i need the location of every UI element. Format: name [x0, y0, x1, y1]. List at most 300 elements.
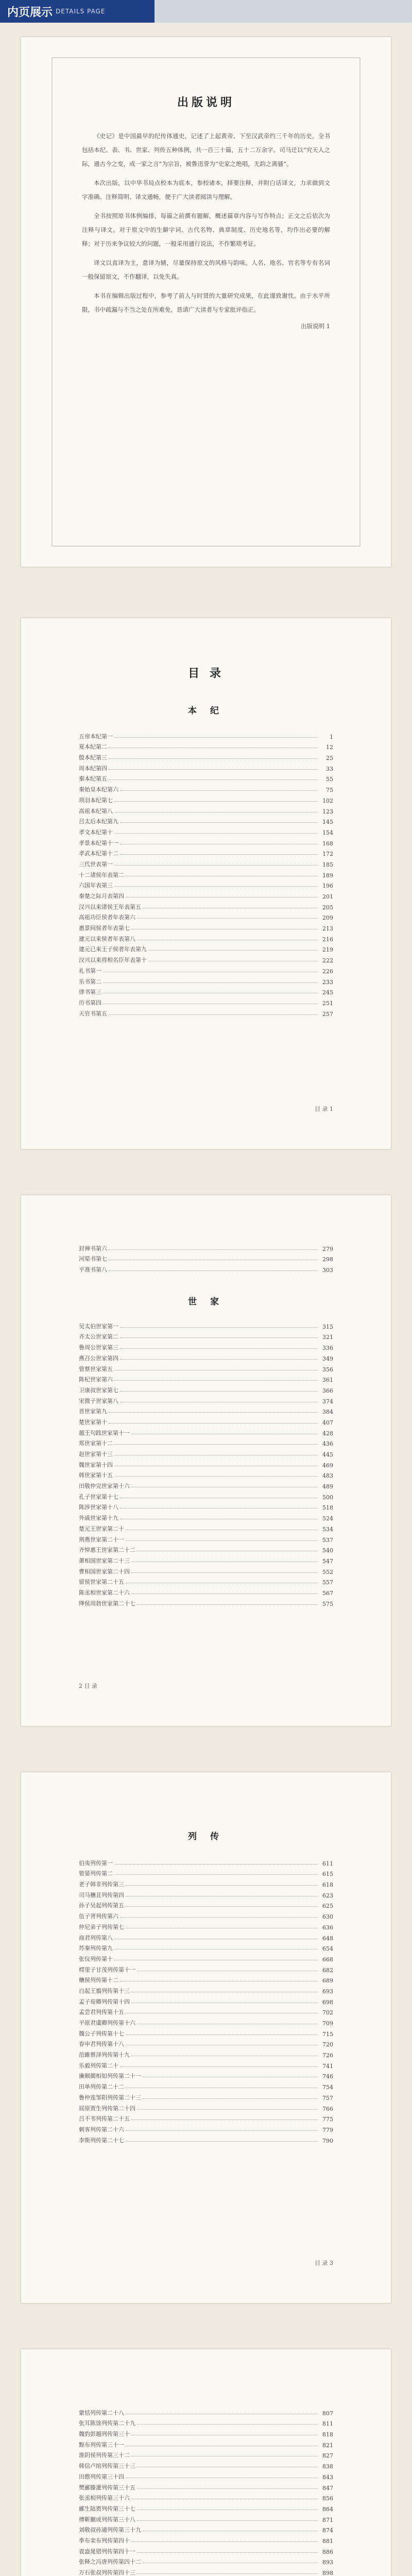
- toc-entry-page: 715: [322, 2030, 333, 2038]
- toc-entry-title: 礼书第一: [79, 967, 101, 974]
- toc-entry-title: 田单列传第二十二: [79, 2083, 124, 2091]
- toc-leader-dots: [137, 2424, 318, 2425]
- toc-entry-page: 775: [322, 2116, 333, 2123]
- toc-entry-page: 436: [322, 1440, 333, 1448]
- toc-entry[interactable]: [79, 868, 333, 879]
- toc-entry-title: 陈丞相世家第二十六: [79, 1589, 130, 1596]
- toc-entry-page: 636: [322, 1924, 333, 1931]
- toc-entry[interactable]: [79, 1544, 333, 1554]
- toc-entry-title: 白起王翦列传第十三: [79, 1987, 130, 1994]
- toc-entry-page: 623: [322, 1892, 333, 1899]
- toc-entry[interactable]: [79, 879, 333, 890]
- toc-entry-page: 123: [322, 808, 333, 815]
- toc-entry[interactable]: [79, 836, 333, 847]
- toc-leader-dots: [120, 1337, 318, 1338]
- toc-list: [79, 1856, 333, 2144]
- toc-entry-title: 项羽本纪第七: [79, 796, 113, 804]
- toc-leader-dots: [120, 1359, 318, 1360]
- toc-leader-dots: [120, 854, 318, 855]
- toc-entry-title: 郑世家第十二: [79, 1440, 113, 1447]
- toc-section-title: 世 家: [188, 1297, 224, 1308]
- toc-entry-title: 赵世家第十三: [79, 1451, 113, 1458]
- toc-leader-dots: [120, 1391, 318, 1392]
- toc-entry-title: 天官书第五: [79, 1010, 107, 1017]
- toc-entry[interactable]: [79, 2545, 333, 2555]
- toc-leader-dots: [114, 886, 318, 887]
- toc-entry[interactable]: [79, 2459, 333, 2470]
- toc-entry[interactable]: [79, 1437, 333, 1448]
- toc-entry[interactable]: [79, 2555, 333, 2566]
- header-title: 内页展示: [7, 6, 53, 19]
- toc-leader-dots: [126, 2141, 318, 2142]
- toc-entry[interactable]: [79, 996, 333, 1007]
- toc-entry-title: 管晏列传第二: [79, 1870, 113, 1877]
- toc-entry-title: 高祖功臣侯者年表第六: [79, 914, 135, 921]
- toc-leader-dots: [120, 790, 318, 791]
- toc-entry-page: 702: [322, 2009, 333, 2016]
- toc-entry-title: 乐书第二: [79, 978, 101, 985]
- toc-entry-title: 秦本纪第五: [79, 775, 107, 783]
- toc-leader-dots: [109, 758, 318, 759]
- toc-entry[interactable]: [79, 1252, 333, 1263]
- toc-entry[interactable]: [79, 783, 333, 793]
- toc-entry-title: 留侯世家第二十五: [79, 1579, 124, 1586]
- header-subtitle: DETAILS PAGE: [56, 8, 106, 15]
- toc-entry[interactable]: [79, 1963, 333, 1974]
- toc-leader-dots: [137, 1604, 318, 1605]
- toc-entry[interactable]: [79, 921, 333, 932]
- toc-entry-page: 625: [322, 1903, 333, 1910]
- toc-entry[interactable]: [79, 2038, 333, 2048]
- toc-section-title: 本 纪: [188, 706, 224, 716]
- toc-leader-dots: [137, 918, 318, 919]
- toc-entry[interactable]: [79, 2133, 333, 2144]
- toc-entry-page: 445: [322, 1451, 333, 1458]
- toc-entry-page: 75: [326, 787, 333, 794]
- toc-entry[interactable]: [79, 1447, 333, 1458]
- toc-entry[interactable]: [79, 1856, 333, 1867]
- toc-entry[interactable]: [79, 900, 333, 911]
- toc-entry-title: 孝武本纪第十二: [79, 850, 118, 857]
- toc-entry-page: 741: [322, 2062, 333, 2070]
- toc-leader-dots: [126, 1885, 318, 1886]
- toc-entry-title: 孟子荀卿列传第十四: [79, 1998, 130, 2005]
- toc-entry[interactable]: [79, 2006, 333, 2016]
- toc-entry[interactable]: [79, 1469, 333, 1480]
- toc-entry[interactable]: [79, 2102, 333, 2112]
- toc-entry-title: 荆燕世家第二十一: [79, 1536, 124, 1543]
- toc-leader-dots: [126, 1906, 318, 1907]
- toc-entry-page: 1: [330, 733, 333, 740]
- toc-entry-page: 537: [322, 1536, 333, 1544]
- toc-entry[interactable]: [79, 1554, 333, 1565]
- toc-entry[interactable]: [79, 2438, 333, 2449]
- toc-entry[interactable]: [79, 761, 333, 772]
- toc-entry-title: 高祖本纪第八: [79, 807, 113, 815]
- toc-entry[interactable]: [79, 1263, 333, 1274]
- toc-entry[interactable]: [79, 975, 333, 986]
- toc-entry[interactable]: [79, 857, 333, 868]
- toc-entry-title: 伯夷列传第一: [79, 1859, 113, 1867]
- toc-entry[interactable]: [79, 1383, 333, 1394]
- toc-entry-title: 建元以来侯者年表第八: [79, 935, 135, 942]
- toc-entry-title: 韩信卢绾列传第三十三: [79, 2463, 135, 2470]
- toc-section-title: 列 传: [188, 1832, 224, 1842]
- toc-entry[interactable]: [79, 847, 333, 858]
- toc-entry-page: 668: [322, 1956, 333, 1963]
- toc-entry[interactable]: [79, 1877, 333, 1888]
- toc-entry-title: 孝文本纪第十: [79, 828, 113, 836]
- toc-entry[interactable]: [79, 1888, 333, 1899]
- toc-entry[interactable]: [79, 1597, 333, 1607]
- toc-leader-dots: [120, 822, 318, 823]
- toc-entry[interactable]: [79, 2470, 333, 2481]
- toc-title: 目 录: [188, 667, 224, 680]
- toc-leader-dots: [137, 2552, 318, 2553]
- preface-signature: 出版说明 1: [301, 323, 330, 330]
- toc-entry-page: 279: [322, 1245, 333, 1252]
- toc-entry[interactable]: [79, 2492, 333, 2502]
- toc-entry[interactable]: [79, 1533, 333, 1544]
- toc-entry[interactable]: [79, 2123, 333, 2133]
- toc-entry-page: 185: [322, 861, 333, 868]
- toc-entry-page: 145: [322, 819, 333, 826]
- toc-leader-dots: [143, 2098, 318, 2099]
- toc-entry-page: 746: [322, 2073, 333, 2080]
- preface-content: [82, 94, 330, 330]
- toc-entry[interactable]: [79, 932, 333, 943]
- header-bar: [0, 0, 412, 23]
- toc-entry-title: 季布栾布列传第四十: [79, 2537, 130, 2544]
- toc-entry[interactable]: [79, 1984, 333, 1995]
- toc-entry-page: 524: [322, 1515, 333, 1522]
- toc-entry[interactable]: [79, 825, 333, 836]
- toc-entry[interactable]: [79, 1405, 333, 1416]
- toc-entry-title: 齐太公世家第二: [79, 1333, 118, 1341]
- toc-entry[interactable]: [79, 986, 333, 996]
- toc-entry-title: 管蔡世家第五: [79, 1365, 113, 1372]
- toc-entry-page: 222: [322, 957, 333, 964]
- toc-entry-title: 伍子胥列传第六: [79, 1913, 118, 1920]
- toc-entry-title: 张仪列传第十: [79, 1955, 113, 1962]
- toc-entry-page: 33: [326, 765, 333, 772]
- toc-entry[interactable]: [79, 1899, 333, 1910]
- toc-entry[interactable]: [79, 1242, 333, 1252]
- toc-entry-page: 567: [322, 1589, 333, 1597]
- toc-entry[interactable]: [79, 1575, 333, 1586]
- toc-entry-page: 172: [322, 851, 333, 858]
- toc-entry-page: 483: [322, 1472, 333, 1480]
- toc-entry[interactable]: [79, 1458, 333, 1469]
- toc-entry-page: 233: [322, 978, 333, 986]
- toc-entry-page: 407: [322, 1419, 333, 1426]
- toc-entry-title: 万石张叔列传第四十三: [79, 2569, 135, 2576]
- toc-entry[interactable]: [79, 751, 333, 761]
- toc-entry[interactable]: [79, 2481, 333, 2492]
- toc-entry[interactable]: [79, 1909, 333, 1920]
- page-preface: [21, 37, 391, 567]
- toc-entry-title: 律书第三: [79, 989, 101, 996]
- toc-entry-page: 547: [322, 1557, 333, 1565]
- toc-leader-dots: [109, 1412, 318, 1413]
- toc-entry-page: 615: [322, 1871, 333, 1878]
- toc-entry[interactable]: [79, 1501, 333, 1512]
- toc-entry-page: 720: [322, 2041, 333, 2048]
- toc-entry[interactable]: [79, 793, 333, 804]
- toc-leader-dots: [114, 1380, 318, 1381]
- toc-entry[interactable]: [79, 889, 333, 900]
- toc-entry-title: 陈涉世家第十八: [79, 1504, 118, 1511]
- toc-entry-title: 夏本纪第二: [79, 743, 107, 751]
- toc-entry-title: 春申君列传第十八: [79, 2041, 124, 2048]
- toc-leader-dots: [109, 1014, 318, 1015]
- toc-entry[interactable]: [79, 1373, 333, 1384]
- toc-entry[interactable]: [79, 1942, 333, 1953]
- toc-list: [79, 2406, 333, 2576]
- toc-entry-title: 楚世家第十: [79, 1418, 107, 1426]
- toc-entry-title: 孙子吴起列传第五: [79, 1902, 124, 1909]
- toc-entry[interactable]: [79, 1341, 333, 1351]
- toc-entry-title: 秦始皇本纪第六: [79, 786, 118, 793]
- toc-entry-page: 886: [322, 2548, 333, 2555]
- toc-entry-title: 樊郦滕灌列传第三十五: [79, 2484, 135, 2491]
- toc-entry-title: 袁盎晁错列传第四十一: [79, 2548, 135, 2555]
- toc-entry-page: 298: [322, 1256, 333, 1263]
- toc-entry-title: 周本纪第四: [79, 765, 107, 772]
- toc-entry-title: 晋世家第九: [79, 1408, 107, 1415]
- toc-entry-page: 257: [322, 1010, 333, 1018]
- toc-entry-title: 殷本纪第三: [79, 754, 107, 761]
- toc-entry[interactable]: [79, 1330, 333, 1341]
- toc-entry-page: 709: [322, 2020, 333, 2027]
- toc-entry-page: 356: [322, 1366, 333, 1373]
- toc-entry-page: 874: [322, 2527, 333, 2534]
- toc-entry-title: 萧相国世家第二十三: [79, 1557, 130, 1564]
- toc-entry[interactable]: [79, 2080, 333, 2091]
- toc-entry-page: 898: [322, 2570, 333, 2576]
- toc-leader-dots: [120, 1917, 318, 1918]
- toc-entry[interactable]: [79, 2091, 333, 2102]
- toc-entry[interactable]: [79, 1490, 333, 1501]
- toc-entry-page: 154: [322, 829, 333, 836]
- toc-entry-title: 平准书第八: [79, 1266, 107, 1274]
- toc-entry[interactable]: [79, 2070, 333, 2080]
- toc-entry-page: 818: [322, 2431, 333, 2438]
- toc-entry[interactable]: [79, 1522, 333, 1533]
- toc-list: [79, 1319, 333, 1607]
- toc-leader-dots: [114, 1864, 318, 1865]
- toc-entry[interactable]: [79, 964, 333, 975]
- toc-entry[interactable]: [79, 2534, 333, 2545]
- toc-entry[interactable]: [79, 1394, 333, 1405]
- toc-leader-dots: [109, 779, 318, 780]
- toc-entry[interactable]: [79, 1867, 333, 1878]
- toc-entry[interactable]: [79, 953, 333, 964]
- toc-leader-dots: [131, 2541, 318, 2542]
- toc-entry-title: 刺客列传第二十六: [79, 2126, 124, 2133]
- toc-entry-page: 366: [322, 1387, 333, 1394]
- toc-leader-dots: [148, 950, 318, 951]
- toc-entry-title: 商君列传第八: [79, 1934, 113, 1941]
- toc-entry[interactable]: [79, 1426, 333, 1437]
- toc-entry-page: 540: [322, 1547, 333, 1554]
- toc-entry-page: 219: [322, 946, 333, 954]
- toc-entry-title: 廉颇蔺相如列传第二十一: [79, 2073, 141, 2080]
- toc-entry-page: 689: [322, 1977, 333, 1985]
- toc-leader-dots: [109, 1270, 318, 1271]
- toc-entry[interactable]: [79, 772, 333, 783]
- toc-leader-dots: [126, 1540, 318, 1541]
- toc-entry-title: 秦楚之际月表第四: [79, 893, 124, 900]
- toc-entry-page: 500: [322, 1494, 333, 1501]
- preface-paragraph: 本次出版，以中华书局点校本为底本，参校诸本，择要注释，并附白话译文，力求做到文字准确、注释简明、译文通畅，便于广大读者阅读与理解。: [82, 179, 330, 200]
- toc-entry[interactable]: [79, 2016, 333, 2027]
- toc-entry-title: 宋微子世家第八: [79, 1397, 118, 1404]
- toc-entry[interactable]: [79, 730, 333, 740]
- toc-entry-title: 孔子世家第十七: [79, 1493, 118, 1500]
- toc-entry[interactable]: [79, 2112, 333, 2123]
- toc-entry-title: 孟尝君列传第十五: [79, 2009, 124, 2016]
- toc-entry[interactable]: [79, 2059, 333, 2070]
- toc-entry[interactable]: [79, 2027, 333, 2038]
- toc-entry-page: 693: [322, 1988, 333, 1995]
- toc-entry[interactable]: [79, 2513, 333, 2523]
- toc-entry-title: 韩世家第十五: [79, 1472, 113, 1479]
- toc-entry[interactable]: [79, 2449, 333, 2460]
- toc-entry[interactable]: [79, 1586, 333, 1597]
- toc-entry[interactable]: [79, 1362, 333, 1373]
- toc-entry-title: 范雎蔡泽列传第十九: [79, 2052, 130, 2059]
- page-toc-1: [21, 618, 391, 1149]
- toc-entry[interactable]: [79, 2523, 333, 2534]
- toc-entry-page: 226: [322, 968, 333, 975]
- toc-entry-page: 251: [322, 999, 333, 1007]
- toc-leader-dots: [109, 769, 318, 770]
- toc-entry[interactable]: [79, 2417, 333, 2428]
- toc-entry-title: 建元已来王子侯者年表第九: [79, 946, 147, 953]
- toc-entry[interactable]: [79, 1974, 333, 1985]
- toc-entry-page: 611: [322, 1860, 333, 1867]
- toc-leader-dots: [126, 2130, 318, 2131]
- toc-leader-dots: [120, 1508, 318, 1509]
- toc-entry-title: 田敬仲完世家第十六: [79, 1483, 130, 1490]
- preface-title: 出版说明: [177, 96, 235, 109]
- toc-leader-dots: [114, 1476, 318, 1477]
- toc-entry-title: 淮阴侯列传第三十二: [79, 2452, 130, 2459]
- toc-3-content: [79, 1829, 333, 2144]
- toc-entry[interactable]: [79, 2048, 333, 2059]
- toc-entry[interactable]: [79, 815, 333, 826]
- toc-entry[interactable]: [79, 1007, 333, 1018]
- page-toc-4: [21, 2349, 391, 2576]
- page-folio: 目 录 3: [315, 2260, 333, 2266]
- preface-paragraph: 《史记》是中国最早的纪传体通史，记述了上起黄帝、下至汉武帝约三千年的历史，全书包括本纪、表、书、世家、列传五种体例，共一百三十篇，五十二万余字。司马迁以“究天人之际，通古今之变，成一家之言”为宗旨，被鲁迅誉为“史家之绝唱，无韵之离骚”。: [82, 132, 330, 167]
- toc-entry-page: 489: [322, 1483, 333, 1490]
- toc-list: [79, 730, 333, 1018]
- toc-entry-page: 754: [322, 2084, 333, 2091]
- toc-entry[interactable]: [79, 1920, 333, 1931]
- toc-entry[interactable]: [79, 1479, 333, 1490]
- toc-entry-title: 外戚世家第十九: [79, 1515, 118, 1522]
- toc-entry-page: 196: [322, 883, 333, 890]
- toc-entry[interactable]: [79, 1415, 333, 1426]
- toc-entry-title: 蒙恬列传第二十八: [79, 2409, 124, 2416]
- toc-entry-title: 苏秦列传第九: [79, 1945, 113, 1952]
- toc-leader-dots: [137, 2520, 318, 2521]
- toc-entry-title: 鲁仲连邹阳列传第二十三: [79, 2094, 141, 2101]
- toc-leader-dots: [114, 833, 318, 834]
- toc-entry-page: 189: [322, 872, 333, 879]
- toc-entry[interactable]: [79, 1931, 333, 1942]
- toc-entry[interactable]: [79, 1952, 333, 1963]
- toc-entry[interactable]: [79, 1565, 333, 1575]
- toc-entry-title: 魏公子列传第十七: [79, 2030, 124, 2037]
- toc-leader-dots: [109, 1249, 318, 1250]
- toc-entry-page: 726: [322, 2052, 333, 2059]
- toc-entry-page: 216: [322, 936, 333, 943]
- toc-entry-page: 374: [322, 1398, 333, 1405]
- toc-leader-dots: [120, 2066, 318, 2067]
- toc-entry-title: 乐毅列传第二十: [79, 2062, 118, 2069]
- page-folio: 2 目 录: [79, 1683, 97, 1689]
- toc-entry[interactable]: [79, 1511, 333, 1522]
- toc-entry-page: 698: [322, 1998, 333, 2006]
- toc-entry-title: 绛侯周勃世家第二十七: [79, 1600, 135, 1607]
- toc-entry-page: 102: [322, 797, 333, 804]
- header-tab: [0, 0, 154, 23]
- toc-entry[interactable]: [79, 911, 333, 922]
- toc-entry[interactable]: [79, 804, 333, 815]
- toc-entry[interactable]: [79, 943, 333, 954]
- toc-entry[interactable]: [79, 1319, 333, 1330]
- toc-entry[interactable]: [79, 740, 333, 751]
- toc-4-content: [79, 2406, 333, 2576]
- toc-entry[interactable]: [79, 2406, 333, 2417]
- toc-entry-title: 屈原贾生列传第二十四: [79, 2105, 135, 2112]
- toc-entry-page: 893: [322, 2559, 333, 2566]
- toc-entry-page: 205: [322, 904, 333, 911]
- toc-entry-title: 汉兴以来诸侯王年表第五: [79, 903, 141, 910]
- toc-entry-page: 321: [322, 1334, 333, 1341]
- toc-entry-title: 楚元王世家第二十: [79, 1525, 124, 1532]
- toc-entry[interactable]: [79, 1995, 333, 2006]
- toc-leader-dots: [103, 982, 318, 983]
- toc-entry-title: 齐悼惠王世家第二十二: [79, 1547, 135, 1554]
- toc-entry-page: 25: [326, 755, 333, 762]
- toc-entry[interactable]: [79, 2502, 333, 2513]
- toc-leader-dots: [131, 1572, 318, 1573]
- toc-entry-title: 历书第四: [79, 999, 101, 1006]
- toc-entry-page: 428: [322, 1430, 333, 1437]
- toc-entry-page: 384: [322, 1409, 333, 1416]
- toc-entry-page: 881: [322, 2537, 333, 2545]
- toc-entry[interactable]: [79, 1351, 333, 1362]
- toc-entry[interactable]: [79, 2427, 333, 2438]
- toc-entry[interactable]: [79, 2566, 333, 2576]
- toc-entry-title: 张丞相列传第三十六: [79, 2495, 130, 2502]
- toc-entry-page: 618: [322, 1882, 333, 1889]
- toc-leader-dots: [120, 1327, 318, 1328]
- toc-entry-page: 245: [322, 989, 333, 996]
- toc-entry-page: 12: [326, 744, 333, 751]
- toc-leader-dots: [114, 1444, 318, 1445]
- toc-entry-page: 552: [322, 1568, 333, 1575]
- toc-entry-page: 790: [322, 2137, 333, 2144]
- preface-paragraph: 本书在编辑出版过程中，参考了前人与时贤的大量研究成果，在此谨致谢忱。由于水平所限，书中疏漏与不当之处在所难免，恳请广大读者与专家批评指正。: [82, 292, 330, 313]
- toc-leader-dots: [137, 2573, 318, 2574]
- toc-entry-page: 55: [326, 776, 333, 783]
- toc-entry-page: 518: [322, 1504, 333, 1512]
